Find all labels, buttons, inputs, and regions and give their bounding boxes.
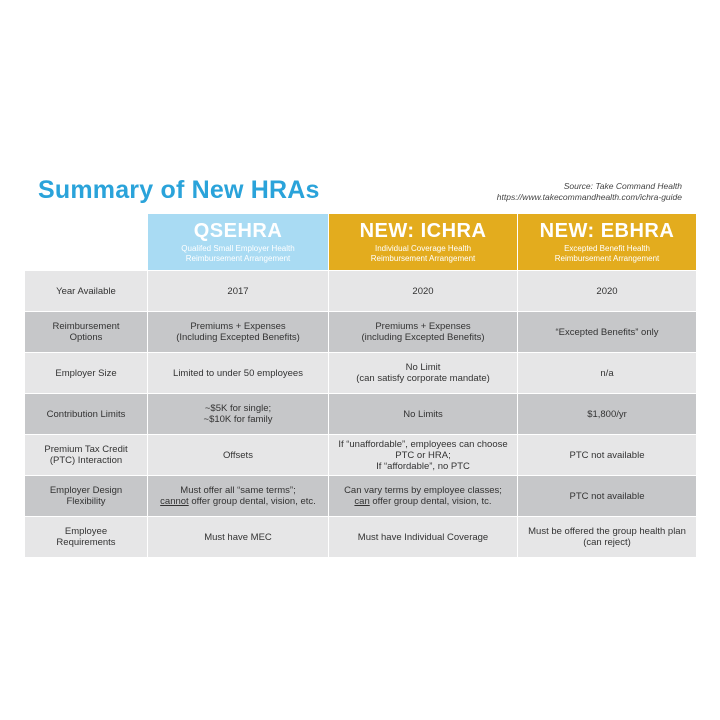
cell-text: Can vary terms by employee classes; bbox=[344, 485, 502, 496]
cell-text: If “unaffordable”, employees can choose bbox=[338, 438, 508, 450]
column-subtitle: Reimbursement Arrangement bbox=[554, 254, 660, 263]
row-label bbox=[25, 394, 147, 434]
header-blank bbox=[25, 214, 147, 270]
ichra-cell bbox=[328, 394, 517, 434]
hra-comparison-table bbox=[25, 214, 696, 557]
cell-text: PTC not available bbox=[569, 490, 645, 502]
cell-text: 2020 bbox=[412, 285, 434, 297]
cell-text: Must have Individual Coverage bbox=[357, 531, 489, 543]
qsehra-cell bbox=[147, 435, 328, 475]
cell-text: (can satisfy corporate mandate) bbox=[356, 373, 490, 384]
qsehra-cell bbox=[147, 476, 328, 516]
row-label-text: Flexibility bbox=[66, 496, 106, 507]
cell-text: PTC not available bbox=[569, 449, 645, 461]
cell-text: No Limit bbox=[405, 362, 441, 373]
column-subtitle: Excepted Benefit Health bbox=[564, 244, 650, 253]
row-label bbox=[25, 435, 147, 475]
ebhra-cell bbox=[517, 476, 696, 516]
row-label-text: (PTC) Interaction bbox=[49, 455, 123, 466]
row-label bbox=[25, 312, 147, 352]
cell-text: Limited to under 50 employees bbox=[173, 367, 303, 379]
source-label: Source: Take Command Health bbox=[563, 181, 682, 191]
cell-text: (Including Excepted Benefits) bbox=[176, 332, 300, 343]
table-row-contribution-limits bbox=[25, 393, 696, 434]
cell-text bbox=[160, 496, 316, 507]
ebhra-cell bbox=[517, 353, 696, 393]
row-label-text: Premium Tax Credit bbox=[44, 444, 128, 455]
header-ichra bbox=[328, 214, 517, 270]
qsehra-cell bbox=[147, 271, 328, 311]
cell-text: 2017 bbox=[227, 285, 249, 297]
underlined-text: cannot bbox=[160, 496, 189, 507]
cell-text: (including Excepted Benefits) bbox=[361, 332, 485, 343]
ichra-cell bbox=[328, 312, 517, 352]
column-name: QSEHRA bbox=[193, 220, 283, 242]
cell-text bbox=[354, 496, 491, 507]
qsehra-cell bbox=[147, 353, 328, 393]
row-label-text: Contribution Limits bbox=[46, 408, 126, 420]
column-name: NEW: EBHRA bbox=[539, 220, 675, 242]
cell-text: PTC or HRA; bbox=[395, 449, 451, 461]
cell-text-tail: offer group dental, vision, tc. bbox=[369, 496, 492, 507]
row-label-text: Employer Design bbox=[49, 485, 123, 496]
column-subtitle: Reimbursement Arrangement bbox=[185, 254, 291, 263]
cell-text: Must offer all “same terms”; bbox=[180, 485, 296, 496]
table-row-reimbursement-options bbox=[25, 311, 696, 352]
row-label bbox=[25, 271, 147, 311]
ebhra-cell bbox=[517, 394, 696, 434]
header-qsehra bbox=[147, 214, 328, 270]
table-row-employer-size bbox=[25, 352, 696, 393]
table-row-employee-requirements bbox=[25, 516, 696, 557]
column-subtitle: Individual Coverage Health bbox=[374, 244, 472, 253]
source-note bbox=[497, 181, 682, 203]
column-subtitle: Reimbursement Arrangement bbox=[370, 254, 476, 263]
underlined-text: can bbox=[354, 496, 370, 507]
row-label-text: Options bbox=[69, 332, 103, 343]
cell-text-tail: offer group dental, vision, etc. bbox=[188, 496, 316, 507]
table-row-ptc-interaction bbox=[25, 434, 696, 475]
cell-text: n/a bbox=[600, 367, 614, 379]
ichra-cell bbox=[328, 517, 517, 557]
ebhra-cell bbox=[517, 312, 696, 352]
table-header-row bbox=[25, 214, 696, 270]
table-row-design-flexibility bbox=[25, 475, 696, 516]
row-label-text: Employee bbox=[64, 526, 108, 537]
ichra-cell bbox=[328, 435, 517, 475]
cell-text: ~$10K for family bbox=[203, 414, 273, 425]
cell-text: Must have MEC bbox=[204, 531, 272, 543]
ebhra-cell bbox=[517, 435, 696, 475]
cell-text: Premiums + Expenses bbox=[375, 321, 471, 332]
qsehra-cell bbox=[147, 312, 328, 352]
cell-text: Must be offered the group health plan bbox=[528, 526, 686, 537]
ichra-cell bbox=[328, 353, 517, 393]
header-ebhra bbox=[517, 214, 696, 270]
table-row-year-available bbox=[25, 270, 696, 311]
qsehra-cell bbox=[147, 394, 328, 434]
row-label bbox=[25, 517, 147, 557]
ebhra-cell bbox=[517, 517, 696, 557]
row-label-text: Requirements bbox=[56, 537, 116, 548]
page-title: Summary of New HRAs bbox=[38, 176, 320, 204]
cell-text: Offsets bbox=[223, 449, 253, 461]
row-label bbox=[25, 353, 147, 393]
row-label-text: Year Available bbox=[56, 285, 116, 297]
source-url: https://www.takecommandhealth.com/ichra-guide bbox=[496, 192, 682, 202]
cell-text: If “affordable”, no PTC bbox=[376, 460, 470, 472]
cell-text: Premiums + Expenses bbox=[190, 321, 286, 332]
cell-text: (can reject) bbox=[583, 537, 631, 548]
ebhra-cell bbox=[517, 271, 696, 311]
qsehra-cell bbox=[147, 517, 328, 557]
row-label bbox=[25, 476, 147, 516]
column-name: NEW: ICHRA bbox=[359, 220, 487, 242]
row-label-text: Employer Size bbox=[55, 367, 117, 379]
row-label-text: Reimbursement bbox=[52, 321, 120, 332]
column-subtitle: Qualifed Small Employer Health bbox=[181, 244, 295, 253]
ichra-cell bbox=[328, 271, 517, 311]
cell-text: “Excepted Benefits” only bbox=[555, 326, 659, 338]
cell-text: No Limits bbox=[403, 408, 443, 420]
cell-text: 2020 bbox=[596, 285, 618, 297]
cell-text: ~$5K for single; bbox=[204, 403, 272, 414]
cell-text: $1,800/yr bbox=[587, 408, 627, 420]
ichra-cell bbox=[328, 476, 517, 516]
